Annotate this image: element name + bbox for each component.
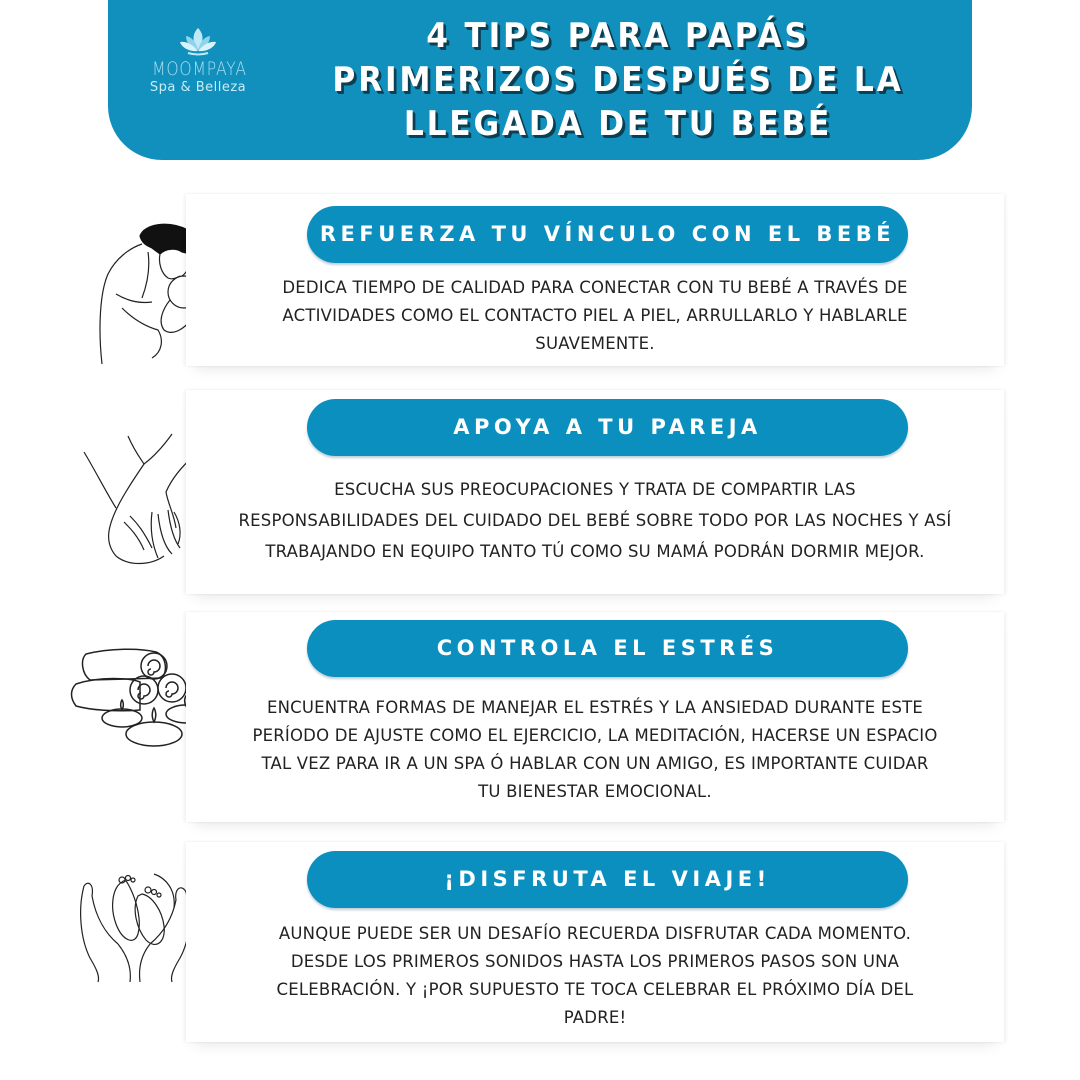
tip-heading: CONTROLA EL ESTRÉS: [307, 620, 908, 677]
header-banner: [108, 0, 972, 160]
tip-line: ACTIVIDADES COMO EL CONTACTO PIEL A PIEL, ARRULLARLO Y HABLARLE: [282, 306, 908, 325]
tip-line: PERÍODO DE AJUSTE COMO EL EJERCICIO, LA MEDITACIÓN, HACERSE UN ESPACIO: [252, 726, 938, 745]
tip-body: [196, 474, 994, 567]
tip-body: [196, 694, 994, 806]
tip-body: [196, 274, 994, 358]
title-line: 4 TIPS PARA PAPÁS: [426, 16, 810, 56]
brand-name: MOOMPAYA: [152, 58, 247, 80]
tip-heading: ¡DISFRUTA EL VIAJE!: [307, 851, 908, 908]
tip-heading: APOYA A TU PAREJA: [307, 399, 908, 456]
brand-logo: [142, 26, 254, 96]
tip-card: [186, 842, 1004, 1042]
tip-line: RESPONSABILIDADES DEL CUIDADO DEL BEBÉ SOBRE TODO POR LAS NOCHES Y ASÍ: [238, 511, 952, 530]
tip-heading: REFUERZA TU VÍNCULO CON EL BEBÉ: [307, 206, 908, 263]
hands-holding-baby-feet-icon: [76, 868, 194, 984]
tip-card: [186, 390, 1004, 594]
title-line: PRIMERIZOS DESPUÉS DE LA: [332, 60, 904, 100]
tip-line: TRABAJANDO EN EQUIPO TANTO TÚ COMO SU MAMÁ PODRÁN DORMIR MEJOR.: [265, 542, 925, 561]
tip-line: SUAVEMENTE.: [535, 334, 655, 353]
tip-line: ENCUENTRA FORMAS DE MANEJAR EL ESTRÉS Y LA ANSIEDAD DURANTE ESTE: [266, 698, 924, 717]
lotus-icon: [178, 26, 218, 56]
tip-card: [186, 194, 1004, 366]
tip-line: AUNQUE PUEDE SER UN DESAFÍO RECUERDA DISFRUTAR CADA MOMENTO.: [278, 924, 912, 943]
title-line: LLEGADA DE TU BEBÉ: [403, 104, 833, 144]
tip-line: ESCUCHA SUS PREOCUPACIONES Y TRATA DE COMPARTIR LAS: [334, 480, 856, 499]
tip-line: TU BIENESTAR EMOCIONAL.: [478, 782, 712, 801]
tip-line: CELEBRACIÓN. Y ¡POR SUPUESTO TE TOCA CELEBRAR EL PRÓXIMO DÍA DEL: [276, 980, 914, 999]
tip-line: DESDE LOS PRIMEROS SONIDOS HASTA LOS PRIMEROS PASOS SON UNA: [290, 952, 900, 971]
tip-card: [186, 612, 1004, 822]
holding-hands-icon: [82, 432, 200, 570]
page-title: [288, 14, 948, 146]
tip-line: PADRE!: [563, 1008, 627, 1027]
tip-line: TAL VEZ PARA IR A UN SPA Ó HABLAR CON UN AMIGO, ES IMPORTANTE CUIDAR: [261, 754, 929, 773]
tip-body: [196, 920, 994, 1032]
brand-tagline: Spa & Belleza: [149, 80, 247, 95]
tip-line: DEDICA TIEMPO DE CALIDAD PARA CONECTAR CON TU BEBÉ A TRAVÉS DE: [282, 278, 908, 297]
